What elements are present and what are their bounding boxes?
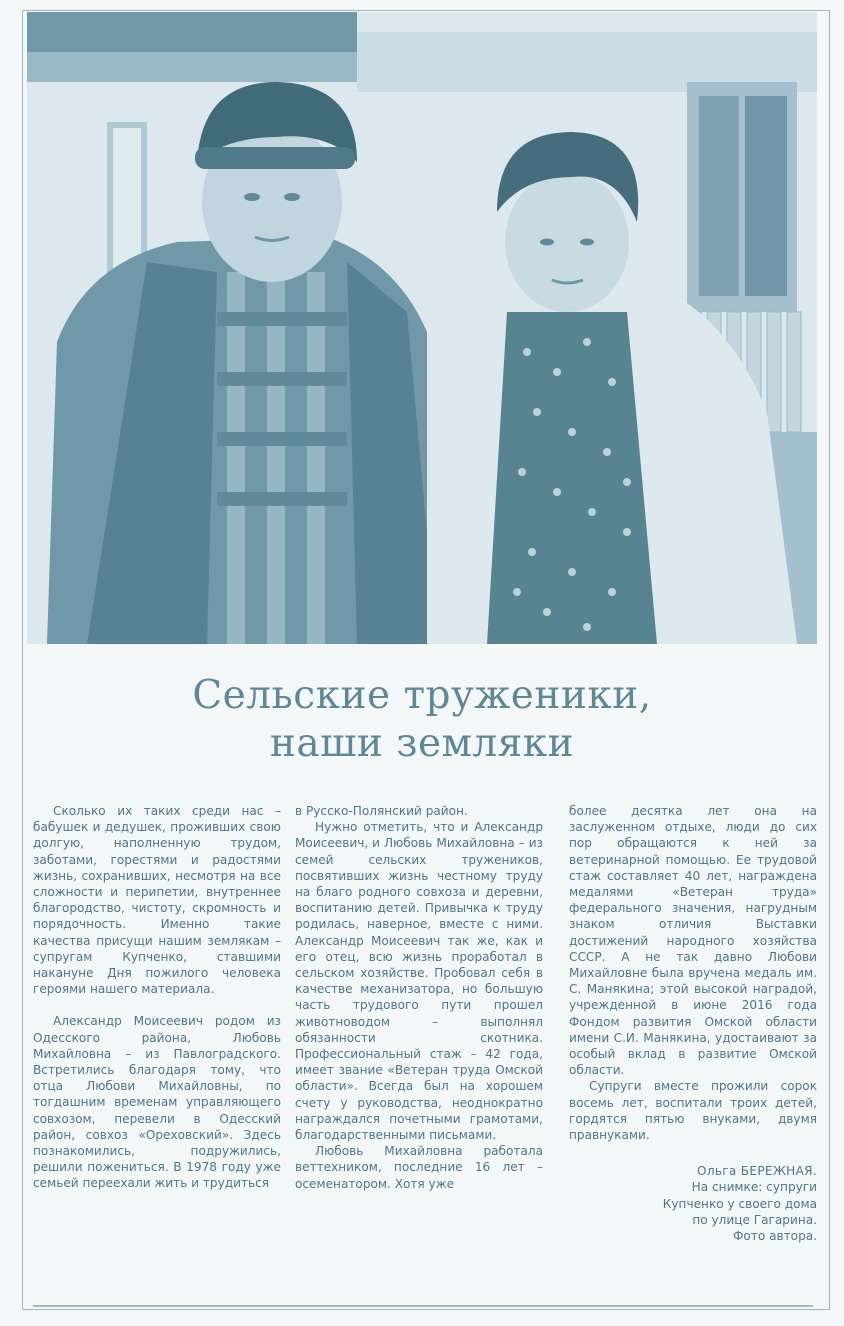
headline-line-2: наши земляки — [269, 721, 575, 766]
paragraph: Нужно отметить, что и Александр Моисеевич, и Любовь Михайловна – из семей сельских тружеников, посвятивших жизнь честному труду на благо родного совхоза и деревни, воспитанию детей. Привычка к труду родилась, наверное, вместе с ними. Александр Моисеевич так же, как и его отец, всю жизнь проработал в сельском хозяйстве. Пробовал себя в качестве механизатора, но большую часть трудового пути прошел животноводом – выполнял обязанности скотника. Профессиональный стаж – 42 года, имеет звание «Ветеран труда Омской области». Всегда был на хорошем счету у руководства, неоднократно награждался почетными грамотами, благодарственными письмами. — [295, 820, 543, 1143]
paragraph: Александр Моисеевич родом из Одесского района, Любовь Михайловна – из Павлоградского. Встретились благодаря тому, что отца Любови Михайловны, по тогдашним временам управляющего совхозом, перевели в Одесский район, совхоз «Ореховский». Здесь познакомились, подружились, решили пожениться. В 1978 году уже семьей переехали жить и трудиться — [33, 1014, 281, 1191]
couple-photo-illustration — [27, 12, 817, 644]
article-headline — [27, 672, 817, 768]
couple-photo — [27, 12, 817, 644]
article-body — [33, 803, 823, 1303]
headline-line-1: Сельские труженики, — [192, 673, 652, 718]
byline — [569, 1163, 817, 1244]
paragraph: Супруги вместе прожили сорок восемь лет, воспитали троих детей, гордятся пятью внуками, двумя правнуками. — [569, 1079, 817, 1143]
photo-credit: Фото автора. — [732, 1229, 817, 1244]
article-column-3 — [569, 803, 817, 1244]
article-column-1 — [33, 803, 281, 1192]
divider — [33, 1305, 813, 1307]
author-name: Ольга БЕРЕЖНАЯ. — [697, 1164, 817, 1179]
photo-caption-line: по улице Гагарина. — [692, 1212, 817, 1227]
article-column-2 — [295, 803, 543, 1192]
paragraph: в Русско-Полянский район. — [295, 804, 468, 818]
photo-caption-line: На снимке: супруги — [691, 1180, 817, 1195]
paragraph: Любовь Михайловна работала веттехником, последние 16 лет – осеменатором. Хотя уже — [295, 1144, 543, 1191]
photo-caption-line: Купченко у своего дома — [662, 1196, 817, 1211]
paragraph: более десятка лет она на заслуженном отдыхе, люди до сих пор обращаются к ней за ветеринарной помощью. Ее трудовой стаж составляет 40 лет, награждена медалями «Ветеран труда» федерального значения, нагрудным знаком отличия Выставки достижений народного хозяйства СССР. А не так давно Любови Михайловне была вручена медаль им. С. Манякина; этой высокой наградой, учрежденной в июне 2016 года Фондом развития Омской области имени С.И. Манякина, удостаивают за особый вклад в развитие Омской области. — [569, 804, 817, 1078]
paragraph: Сколько их таких среди нас – бабушек и дедушек, проживших свою долгую, наполненную трудом, заботами, горестями и радостями жизнь, сохранивших, несмотря на все сложности и перипетии, внутреннее благородство, чистоту, скромность и порядочность. Именно такие качества присущи нашим землякам – супругам Купченко, ставшими накануне Дня пожилого человека героями нашего материала. — [33, 804, 281, 997]
